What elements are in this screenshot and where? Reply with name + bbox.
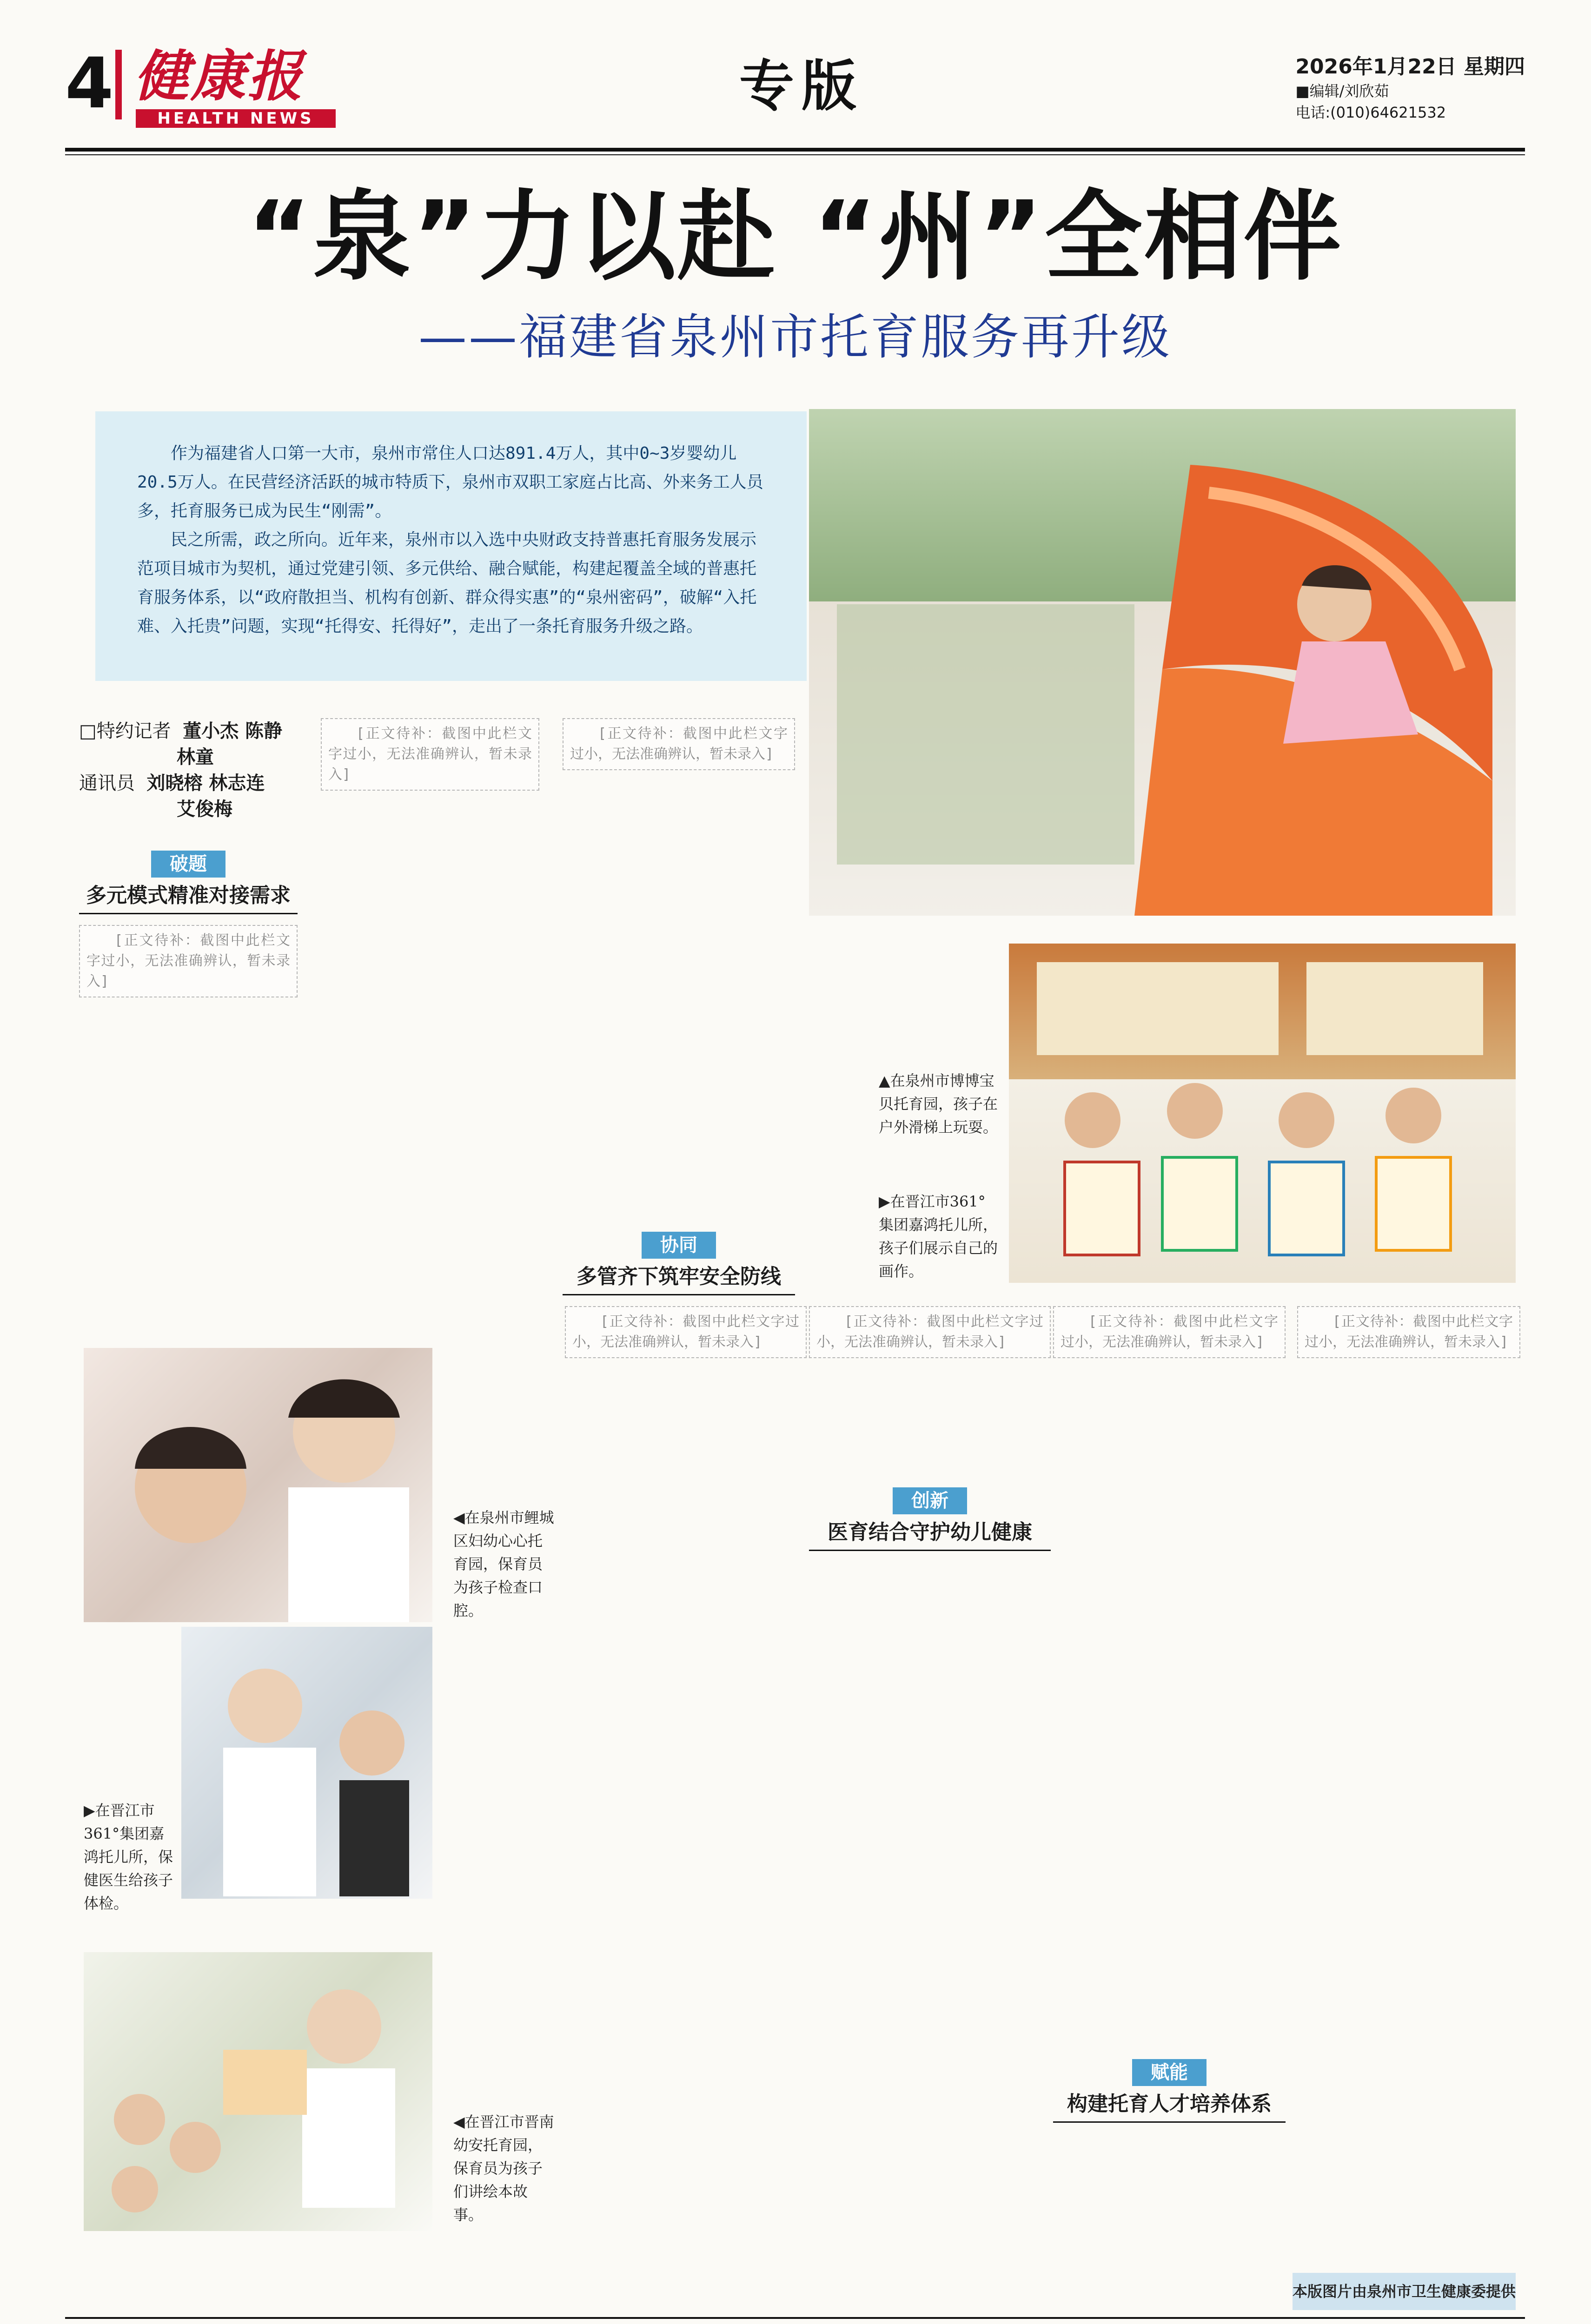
photo-caption: ▲在泉州市博博宝贝托育园，孩子在户外滑梯上玩耍。	[879, 1072, 998, 1136]
text-placeholder: [正文待补：截图中此栏文字过小，无法准确辨认，暂未录入]	[321, 718, 539, 791]
photo-oral-check	[84, 1348, 432, 1622]
article-column	[1053, 1306, 1286, 1361]
byline-label: □特约记者	[79, 720, 171, 742]
text-placeholder: [正文待补：截图中此栏文字过小，无法准确辨认，暂未录入]	[79, 925, 298, 997]
article-column	[1297, 1306, 1520, 1361]
editor-credit: ■编辑/刘欣茹	[1295, 82, 1389, 100]
article-column	[565, 1306, 807, 1361]
page-number: 4	[65, 43, 114, 124]
section-title: 多元模式精准对接需求	[79, 881, 298, 914]
editor-phone: 电话:(010)64621532	[1295, 104, 1446, 121]
photo-caption: ◀在晋江市晋南幼安托育园，保育员为孩子们讲绘本故事。	[453, 2113, 554, 2224]
text-placeholder: [正文待补：截图中此栏文字过小，无法准确辨认，暂未录入]	[1297, 1306, 1520, 1358]
photo-health-checkup	[181, 1627, 432, 1899]
photo-child-on-slide	[809, 409, 1516, 916]
masthead-divider	[115, 50, 122, 119]
photo-picture-book-story	[84, 1952, 432, 2231]
byline-reporters: 林童	[177, 746, 214, 768]
text-placeholder: [正文待补：截图中此栏文字过小，无法准确辨认，暂未录入]	[563, 718, 795, 770]
intro-paragraph: 民之所需，政之所向。近年来，泉州市以入选中央财政支持普惠托育服务发展示范项目城市为契机，通过党建引领、多元供给、融合赋能，构建起覆盖全域的普惠托育服务体系，以“政府散担当、机构有创新、群众得实惠”的“泉州密码”，破解“入托难、入托贵”问题，实现“托得安、托得好”，走出了一条托育服务升级之路。	[137, 530, 757, 636]
footer-rule	[65, 2317, 1525, 2319]
headline: “泉”力以赴 “州”全相伴	[247, 180, 1343, 294]
byline-correspondents: 艾俊梅	[177, 799, 232, 820]
photo-child-on-slide-illustration	[809, 409, 1516, 916]
section-title: 专版	[739, 54, 864, 118]
byline-label: 通讯员	[79, 772, 135, 794]
publication-info	[65, 2322, 1525, 2324]
masthead	[65, 44, 1525, 142]
section-header	[563, 1232, 795, 1295]
section-header	[79, 851, 298, 914]
photo-caption: ▶在晋江市361°集团嘉鸿托儿所，保健医生给孩子体检。	[84, 1802, 173, 1912]
section-tag: 协同	[642, 1232, 716, 1259]
section-tag: 赋能	[1132, 2059, 1207, 2086]
photo-children-with-drawings-illustration	[1009, 944, 1516, 1283]
subheadline: ——福建省泉州市托育服务再升级	[418, 309, 1172, 365]
newspaper-logo-english: HEALTH NEWS	[136, 109, 336, 128]
masthead-rule-thin	[65, 154, 1525, 155]
byline-reporters: 董小杰 陈静	[183, 720, 283, 742]
section-tag: 创新	[893, 1487, 967, 1514]
section-title: 多管齐下筑牢安全防线	[563, 1262, 795, 1295]
text-placeholder: [正文待补：截图中此栏文字过小，无法准确辨认，暂未录入]	[809, 1306, 1051, 1358]
issue-date: 2026年1月22日 星期四	[1295, 55, 1525, 79]
intro-paragraph: 作为福建省人口第一大市，泉州市常住人口达891.4万人，其中0~3岁婴幼儿20.5万人。在民营经济活跃的城市特质下，泉州市双职工家庭占比高、外来务工人员多，托育服务已成为民生“刚需”。	[137, 444, 763, 521]
photo-caption: ◀在泉州市鲤城区妇幼心心托育园，保育员为孩子检查口腔。	[453, 1509, 554, 1619]
photo-caption: ▶在晋江市361°集团嘉鸿托儿所，孩子们展示自己的画作。	[879, 1193, 998, 1280]
section-header	[809, 1487, 1051, 1551]
article-column	[79, 925, 298, 1000]
photo-children-with-drawings	[1009, 944, 1516, 1283]
section-title: 医育结合守护幼儿健康	[809, 1518, 1051, 1551]
intro-box	[95, 411, 807, 681]
photo-oral-check-illustration	[84, 1348, 432, 1622]
photo-picture-book-story-illustration	[84, 1952, 432, 2231]
section-title: 构建托育人才培养体系	[1053, 2090, 1286, 2123]
byline-correspondents: 刘晓榕 林志连	[146, 772, 265, 794]
section-tag: 破题	[151, 851, 225, 878]
article-column	[563, 718, 795, 773]
photo-health-checkup-illustration	[181, 1627, 432, 1899]
photo-credit: 本版图片由泉州市卫生健康委提供	[1293, 2273, 1516, 2310]
masthead-rule	[65, 148, 1525, 152]
article-column	[321, 718, 539, 793]
text-placeholder: [正文待补：截图中此栏文字过小，无法准确辨认，暂未录入]	[1053, 1306, 1286, 1358]
issue-meta	[1295, 53, 1525, 123]
article-column	[809, 1306, 1051, 1361]
section-header	[1053, 2059, 1286, 2123]
newspaper-logo: 健康报	[134, 44, 305, 108]
byline	[79, 718, 298, 822]
text-placeholder: [正文待补：截图中此栏文字过小，无法准确辨认，暂未录入]	[565, 1306, 807, 1358]
